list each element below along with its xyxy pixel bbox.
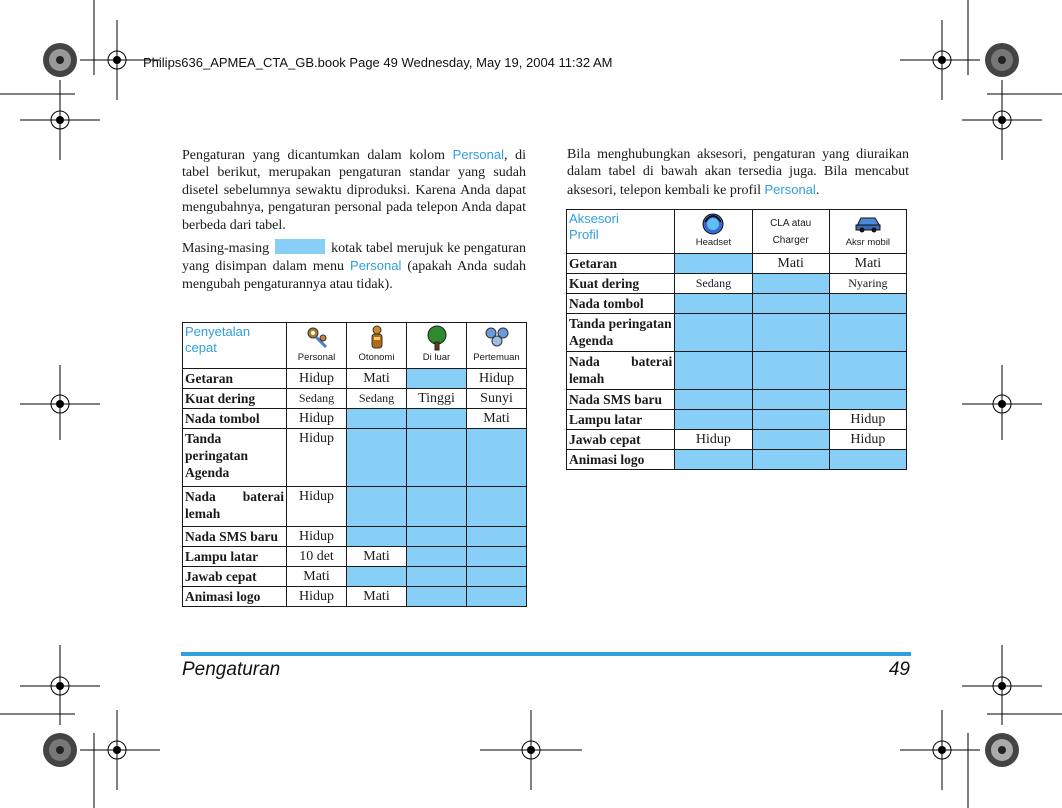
table-cell: Mati	[287, 567, 347, 587]
table1-title-cell	[183, 323, 287, 369]
table-row	[183, 389, 527, 409]
column-di-luar-label: Di luar	[422, 352, 451, 363]
table-cell	[675, 450, 752, 470]
column-car-kit-label: Aksr mobil	[845, 237, 891, 248]
left-p2-highlight: Personal	[350, 258, 402, 274]
table-row	[183, 527, 527, 547]
table-cell	[347, 527, 407, 547]
tree-icon	[425, 325, 449, 351]
table2-title-profile: Profil	[569, 227, 599, 242]
left-p1-text-a: Pengaturan yang dicantumkan dalam kolom	[182, 148, 446, 163]
table-cell: Mati	[347, 587, 407, 607]
table-cell	[467, 587, 527, 607]
table-cell	[829, 450, 906, 470]
table-cell	[407, 409, 467, 429]
table-cell	[407, 429, 467, 487]
table-row	[567, 450, 907, 470]
row-label: Nada SMS baru	[567, 390, 675, 410]
left-p1-highlight: Personal	[452, 147, 504, 162]
right-p1-text-b: .	[815, 182, 820, 198]
table-cell	[347, 567, 407, 587]
table-row	[567, 410, 907, 430]
quick-settings-table	[182, 322, 527, 607]
table-row	[567, 274, 907, 294]
table-row	[183, 587, 527, 607]
row-label: Nada SMS baru	[183, 527, 287, 547]
column-headset	[675, 210, 752, 254]
table-row	[567, 352, 907, 390]
table-cell	[347, 429, 407, 487]
table-row	[567, 254, 907, 274]
table-cell: Sedang	[287, 389, 347, 409]
color-swatch	[275, 239, 325, 254]
table-cell	[407, 527, 467, 547]
table-cell: Hidup	[287, 527, 347, 547]
left-p2-text-a: Masing-masing	[182, 241, 270, 256]
table-cell	[752, 450, 829, 470]
table-cell: Hidup	[287, 587, 347, 607]
table-cell: Sedang	[675, 274, 752, 294]
row-label: Tanda peringatan Agenda	[183, 429, 287, 487]
column-di-luar	[407, 323, 467, 369]
column-cla-charger-label: CLA atau Charger	[770, 217, 812, 246]
table-cell: Hidup	[287, 429, 347, 487]
column-otonomi-label: Otonomi	[358, 352, 395, 363]
table-cell: Mati	[752, 254, 829, 274]
row-label: Nada baterai lemah	[183, 487, 287, 527]
table-cell: Sedang	[347, 389, 407, 409]
row-label: Tanda peringatan Agenda	[567, 314, 675, 352]
table-cell	[829, 294, 906, 314]
column-pertemuan-label: Pertemuan	[473, 352, 520, 363]
table-cell: Mati	[347, 547, 407, 567]
table-cell	[752, 352, 829, 390]
table-cell	[829, 390, 906, 410]
table-cell: Sunyi	[467, 389, 527, 409]
table-row	[183, 567, 527, 587]
table-cell	[407, 547, 467, 567]
left-intro-paragraph	[182, 146, 526, 234]
table-cell	[347, 487, 407, 527]
row-label: Nada tombol	[183, 409, 287, 429]
table-cell	[467, 487, 527, 527]
footer-page-number: 49	[888, 659, 910, 680]
column-headset-label: Headset	[695, 237, 732, 248]
table-cell: Hidup	[829, 410, 906, 430]
book-header: Philips636_APMEA_CTA_GB.book Page 49 Wednesday, May 19, 2004 11:32 AM	[143, 55, 613, 70]
table-cell	[347, 409, 407, 429]
row-label: Kuat dering	[183, 389, 287, 409]
row-label: Getaran	[567, 254, 675, 274]
table2-title-accessory: Aksesori	[569, 211, 619, 226]
footer-section-title: Pengaturan	[182, 659, 281, 680]
accessory-table	[566, 209, 907, 470]
headset-icon	[700, 212, 726, 236]
table-cell: Hidup	[467, 369, 527, 389]
table-cell	[675, 390, 752, 410]
left-p1-text-b: , di tabel berikut, merupakan pengaturan standar yang sudah disetel sebelumnya sewaktu diproduksi. Karena Anda dapat mengubahnya, pengaturan personal pada telepon Anda dapat berbeda dari tabel.	[182, 148, 527, 233]
table-cell	[407, 487, 467, 527]
table-cell	[467, 527, 527, 547]
table-cell	[675, 352, 752, 390]
left-p2-text-c: (apakah Anda sudah mengubah pengaturannya atau tidak).	[182, 259, 526, 292]
table-cell: Hidup	[675, 430, 752, 450]
table-cell: Nyaring	[829, 274, 906, 294]
table-cell: Hidup	[829, 430, 906, 450]
table-cell	[467, 547, 527, 567]
table-cell	[467, 429, 527, 487]
table-cell	[467, 567, 527, 587]
table-cell	[407, 567, 467, 587]
right-intro-paragraph	[567, 146, 909, 199]
gear-wrench-icon	[304, 325, 330, 349]
table-cell	[752, 430, 829, 450]
left-second-paragraph	[182, 239, 526, 293]
row-label: Animasi logo	[183, 587, 287, 607]
left-p2-text-b: kotak tabel merujuk ke pengaturan yang disimpan dalam menu	[182, 241, 526, 275]
table-row	[183, 409, 527, 429]
table-cell	[752, 390, 829, 410]
table-cell	[829, 352, 906, 390]
right-p1-text-a: Bila menghubungkan aksesori, pengaturan yang diuraikan dalam tabel di bawah akan tersedia juga. Bila mencabut aksesori, telepon kembali ke profil	[567, 147, 909, 198]
car-icon	[853, 212, 883, 234]
table-row	[183, 547, 527, 567]
table-row	[567, 314, 907, 352]
row-label: Lampu latar	[183, 547, 287, 567]
row-label: Kuat dering	[567, 274, 675, 294]
table-cell	[675, 254, 752, 274]
table2-title-cell	[567, 210, 675, 254]
meeting-people-icon	[482, 325, 512, 349]
column-pertemuan	[467, 323, 527, 369]
table-cell	[407, 587, 467, 607]
table1-title: Penyetalan cepat	[185, 324, 251, 355]
table-row	[567, 430, 907, 450]
table-cell	[675, 294, 752, 314]
column-personal-label: Personal	[297, 352, 336, 363]
row-label: Lampu latar	[567, 410, 675, 430]
table-row	[183, 487, 527, 527]
row-label: Nada tombol	[567, 294, 675, 314]
row-label: Animasi logo	[567, 450, 675, 470]
table-cell: Tinggi	[407, 389, 467, 409]
column-cla-charger	[752, 210, 829, 254]
row-label: Jawab cepat	[183, 567, 287, 587]
battery-person-icon	[367, 325, 387, 351]
column-otonomi	[347, 323, 407, 369]
table-cell: Hidup	[287, 487, 347, 527]
table-cell	[752, 410, 829, 430]
table-row	[183, 429, 527, 487]
table-cell	[407, 369, 467, 389]
row-label: Jawab cepat	[567, 430, 675, 450]
row-label: Getaran	[183, 369, 287, 389]
table-cell	[829, 314, 906, 352]
column-car-kit	[829, 210, 906, 254]
table-cell: Hidup	[287, 369, 347, 389]
table-cell: Mati	[829, 254, 906, 274]
table-cell: Hidup	[287, 409, 347, 429]
table-cell	[752, 314, 829, 352]
row-label: Nada baterai lemah	[567, 352, 675, 390]
table-cell	[675, 410, 752, 430]
table-cell: Mati	[347, 369, 407, 389]
table-row	[567, 294, 907, 314]
table-cell	[752, 274, 829, 294]
column-personal	[287, 323, 347, 369]
table-row	[567, 390, 907, 410]
table-cell	[752, 294, 829, 314]
table-cell: 10 det	[287, 547, 347, 567]
footer-rule	[181, 652, 911, 656]
right-p1-highlight: Personal	[764, 181, 816, 197]
table-row	[183, 369, 527, 389]
table-cell	[675, 314, 752, 352]
table-cell: Mati	[467, 409, 527, 429]
